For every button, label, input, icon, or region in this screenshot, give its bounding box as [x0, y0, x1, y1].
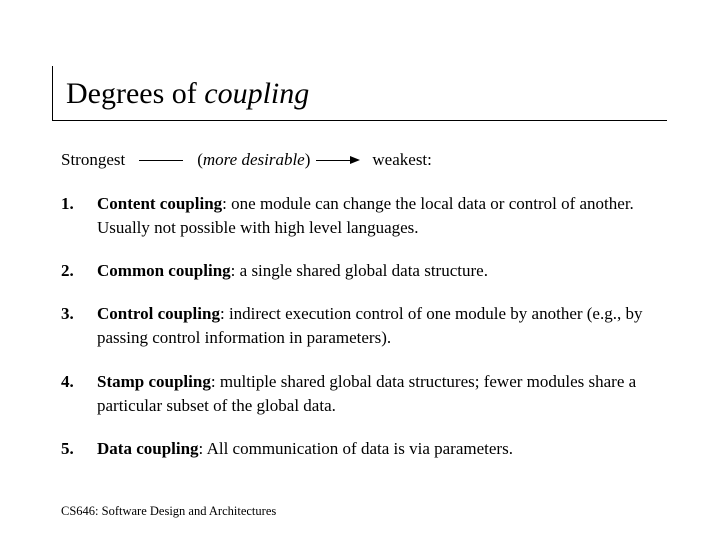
slide-footer: CS646: Software Design and Architectures	[61, 504, 277, 518]
list-item-number: 1.	[61, 194, 74, 213]
more-desirable-label: more desirable	[202, 150, 305, 169]
slide-title-italic: coupling	[204, 77, 310, 110]
list-item-term: Content coupling	[97, 194, 223, 213]
list-item	[61, 437, 681, 461]
list-item-description: : one module can change the local data or control of another. Usually not possible with high level languages.	[97, 194, 634, 237]
paren-close: )	[304, 150, 311, 169]
list-item-description: : a single shared global data structure.	[230, 261, 488, 280]
weakest-label: weakest:	[372, 150, 432, 169]
list-item-number: 5.	[61, 439, 74, 458]
list-item-number: 4.	[61, 372, 74, 391]
strongest-label: Strongest	[61, 150, 126, 169]
paren-open: (	[197, 150, 203, 169]
title-rule-vertical	[52, 66, 53, 121]
list-item	[61, 302, 681, 350]
title-rule-horizontal	[52, 120, 667, 121]
list-item-term: Control coupling	[97, 304, 220, 323]
list-item-term: Stamp coupling	[97, 372, 211, 391]
dash-line	[139, 160, 183, 161]
list-item	[61, 192, 681, 240]
list-item-description: : All communication of data is via parameters.	[198, 439, 513, 458]
slide-title-main: Degrees of	[66, 77, 197, 110]
list-item-term: Common coupling	[97, 261, 231, 280]
list-item	[61, 370, 681, 418]
list-item-term: Data coupling	[97, 439, 199, 458]
slide-title	[66, 76, 309, 112]
list-item-number: 3.	[61, 304, 74, 323]
right-arrow-icon	[316, 156, 360, 164]
list-item-number: 2.	[61, 261, 74, 280]
coupling-scale-line	[61, 149, 432, 171]
list-item-description: : multiple shared global data structures; fewer modules share a particular subset of the global data.	[97, 372, 637, 415]
list-item	[61, 259, 681, 283]
list-item-description: : indirect execution control of one module by another (e.g., by passing control information in parameters).	[97, 304, 643, 347]
